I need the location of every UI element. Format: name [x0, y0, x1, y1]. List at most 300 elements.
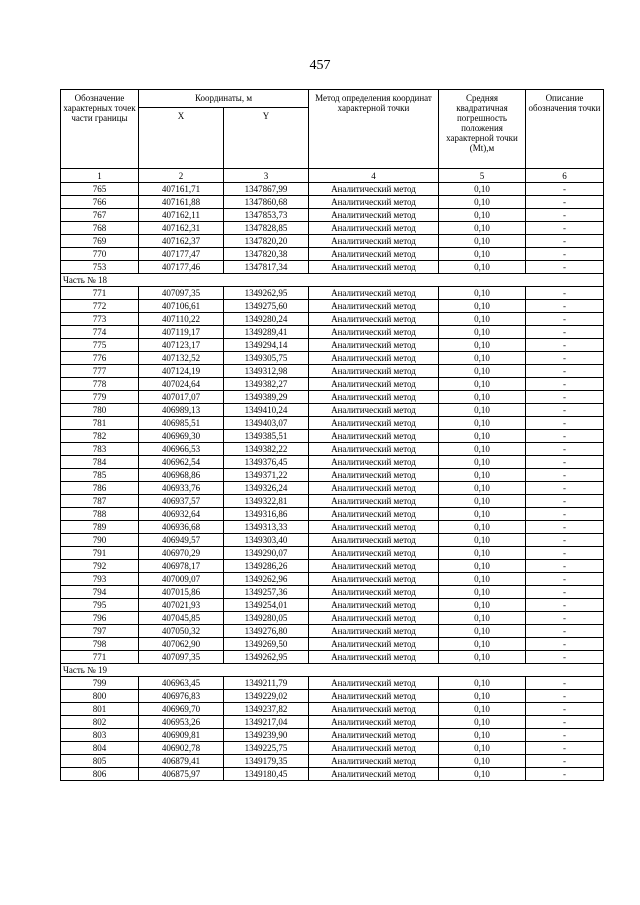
x-coordinate: 406966,53	[139, 443, 224, 456]
y-coordinate: 1349262,95	[224, 287, 309, 300]
y-coordinate: 1349312,98	[224, 365, 309, 378]
accuracy: 0,10	[439, 222, 526, 235]
x-coordinate: 406963,45	[139, 677, 224, 690]
method: Аналитический метод	[309, 326, 439, 339]
method: Аналитический метод	[309, 196, 439, 209]
accuracy: 0,10	[439, 248, 526, 261]
y-coordinate: 1349313,33	[224, 521, 309, 534]
x-coordinate: 406937,57	[139, 495, 224, 508]
point-id: 765	[61, 183, 139, 196]
point-id: 771	[61, 287, 139, 300]
y-coordinate: 1349389,29	[224, 391, 309, 404]
x-coordinate: 407132,52	[139, 352, 224, 365]
x-coordinate: 406969,70	[139, 703, 224, 716]
point-id: 781	[61, 417, 139, 430]
method: Аналитический метод	[309, 742, 439, 755]
y-coordinate: 1349217,04	[224, 716, 309, 729]
accuracy: 0,10	[439, 612, 526, 625]
table-row	[61, 742, 604, 755]
method: Аналитический метод	[309, 651, 439, 664]
method: Аналитический метод	[309, 300, 439, 313]
accuracy: 0,10	[439, 313, 526, 326]
y-coordinate: 1347828,85	[224, 222, 309, 235]
description: -	[526, 209, 604, 222]
table-row	[61, 352, 604, 365]
accuracy: 0,10	[439, 404, 526, 417]
y-coordinate: 1349275,60	[224, 300, 309, 313]
y-coordinate: 1349280,05	[224, 612, 309, 625]
accuracy: 0,10	[439, 365, 526, 378]
x-coordinate: 406962,54	[139, 456, 224, 469]
table-row	[61, 261, 604, 274]
method: Аналитический метод	[309, 755, 439, 768]
table-row	[61, 378, 604, 391]
point-id: 799	[61, 677, 139, 690]
description: -	[526, 326, 604, 339]
accuracy: 0,10	[439, 443, 526, 456]
table-row	[61, 183, 604, 196]
accuracy: 0,10	[439, 573, 526, 586]
point-id: 806	[61, 768, 139, 781]
point-id: 777	[61, 365, 139, 378]
column-number: 2	[139, 169, 224, 183]
y-coordinate: 1349179,35	[224, 755, 309, 768]
accuracy: 0,10	[439, 495, 526, 508]
method: Аналитический метод	[309, 391, 439, 404]
accuracy: 0,10	[439, 690, 526, 703]
y-coordinate: 1349269,50	[224, 638, 309, 651]
table-row	[61, 209, 604, 222]
description: -	[526, 521, 604, 534]
point-id: 788	[61, 508, 139, 521]
part-header-row	[61, 664, 604, 677]
x-coordinate: 407017,07	[139, 391, 224, 404]
description: -	[526, 716, 604, 729]
description: -	[526, 547, 604, 560]
table-row	[61, 326, 604, 339]
x-coordinate: 407097,35	[139, 287, 224, 300]
accuracy: 0,10	[439, 768, 526, 781]
accuracy: 0,10	[439, 326, 526, 339]
description: -	[526, 365, 604, 378]
y-coordinate: 1349280,24	[224, 313, 309, 326]
x-coordinate: 406985,51	[139, 417, 224, 430]
x-coordinate: 406936,68	[139, 521, 224, 534]
method: Аналитический метод	[309, 378, 439, 391]
description: -	[526, 469, 604, 482]
method: Аналитический метод	[309, 261, 439, 274]
method: Аналитический метод	[309, 586, 439, 599]
accuracy: 0,10	[439, 469, 526, 482]
point-id: 805	[61, 755, 139, 768]
method: Аналитический метод	[309, 638, 439, 651]
table-row	[61, 651, 604, 664]
accuracy: 0,10	[439, 287, 526, 300]
description: -	[526, 196, 604, 209]
table-row	[61, 287, 604, 300]
method: Аналитический метод	[309, 612, 439, 625]
method: Аналитический метод	[309, 508, 439, 521]
header-y: Y	[224, 108, 309, 169]
method: Аналитический метод	[309, 235, 439, 248]
method: Аналитический метод	[309, 521, 439, 534]
accuracy: 0,10	[439, 703, 526, 716]
x-coordinate: 407162,31	[139, 222, 224, 235]
method: Аналитический метод	[309, 625, 439, 638]
point-id: 793	[61, 573, 139, 586]
x-coordinate: 406989,13	[139, 404, 224, 417]
y-coordinate: 1347820,38	[224, 248, 309, 261]
method: Аналитический метод	[309, 534, 439, 547]
y-coordinate: 1349211,79	[224, 677, 309, 690]
method: Аналитический метод	[309, 573, 439, 586]
description: -	[526, 456, 604, 469]
y-coordinate: 1349403,07	[224, 417, 309, 430]
table-row	[61, 586, 604, 599]
header-designation: Обозначение характерных точек части границы	[61, 90, 139, 169]
x-coordinate: 406969,30	[139, 430, 224, 443]
point-id: 769	[61, 235, 139, 248]
y-coordinate: 1349262,96	[224, 573, 309, 586]
method: Аналитический метод	[309, 469, 439, 482]
x-coordinate: 407015,86	[139, 586, 224, 599]
y-coordinate: 1347867,99	[224, 183, 309, 196]
y-coordinate: 1349237,82	[224, 703, 309, 716]
accuracy: 0,10	[439, 482, 526, 495]
method: Аналитический метод	[309, 222, 439, 235]
accuracy: 0,10	[439, 209, 526, 222]
point-id: 775	[61, 339, 139, 352]
accuracy: 0,10	[439, 560, 526, 573]
x-coordinate: 407097,35	[139, 651, 224, 664]
accuracy: 0,10	[439, 456, 526, 469]
y-coordinate: 1349180,45	[224, 768, 309, 781]
y-coordinate: 1349294,14	[224, 339, 309, 352]
table-row	[61, 313, 604, 326]
description: -	[526, 599, 604, 612]
method: Аналитический метод	[309, 677, 439, 690]
description: -	[526, 508, 604, 521]
table-row	[61, 430, 604, 443]
description: -	[526, 443, 604, 456]
description: -	[526, 391, 604, 404]
description: -	[526, 651, 604, 664]
accuracy: 0,10	[439, 339, 526, 352]
description: -	[526, 235, 604, 248]
x-coordinate: 407119,17	[139, 326, 224, 339]
y-coordinate: 1349303,40	[224, 534, 309, 547]
point-id: 776	[61, 352, 139, 365]
x-coordinate: 407106,61	[139, 300, 224, 313]
y-coordinate: 1349305,75	[224, 352, 309, 365]
accuracy: 0,10	[439, 521, 526, 534]
table-row	[61, 248, 604, 261]
description: -	[526, 768, 604, 781]
description: -	[526, 690, 604, 703]
method: Аналитический метод	[309, 248, 439, 261]
y-coordinate: 1349289,41	[224, 326, 309, 339]
x-coordinate: 407161,88	[139, 196, 224, 209]
y-coordinate: 1349376,45	[224, 456, 309, 469]
description: -	[526, 248, 604, 261]
point-id: 782	[61, 430, 139, 443]
accuracy: 0,10	[439, 625, 526, 638]
x-coordinate: 407162,11	[139, 209, 224, 222]
description: -	[526, 378, 604, 391]
x-coordinate: 407110,22	[139, 313, 224, 326]
y-coordinate: 1349290,07	[224, 547, 309, 560]
method: Аналитический метод	[309, 599, 439, 612]
table-row	[61, 560, 604, 573]
x-coordinate: 407045,85	[139, 612, 224, 625]
x-coordinate: 407124,19	[139, 365, 224, 378]
x-coordinate: 406949,57	[139, 534, 224, 547]
coordinates-table	[60, 89, 604, 781]
y-coordinate: 1347860,68	[224, 196, 309, 209]
description: -	[526, 417, 604, 430]
point-id: 785	[61, 469, 139, 482]
y-coordinate: 1349254,01	[224, 599, 309, 612]
accuracy: 0,10	[439, 261, 526, 274]
accuracy: 0,10	[439, 729, 526, 742]
description: -	[526, 612, 604, 625]
description: -	[526, 703, 604, 716]
y-coordinate: 1349229,02	[224, 690, 309, 703]
y-coordinate: 1349262,95	[224, 651, 309, 664]
description: -	[526, 625, 604, 638]
header-coordinates: Координаты, м	[139, 90, 309, 108]
x-coordinate: 406875,97	[139, 768, 224, 781]
table-row	[61, 196, 604, 209]
table-body	[61, 183, 604, 781]
method: Аналитический метод	[309, 443, 439, 456]
x-coordinate: 406909,81	[139, 729, 224, 742]
accuracy: 0,10	[439, 417, 526, 430]
y-coordinate: 1349286,26	[224, 560, 309, 573]
point-id: 767	[61, 209, 139, 222]
method: Аналитический метод	[309, 365, 439, 378]
method: Аналитический метод	[309, 560, 439, 573]
description: -	[526, 573, 604, 586]
x-coordinate: 406970,29	[139, 547, 224, 560]
description: -	[526, 742, 604, 755]
x-coordinate: 406968,86	[139, 469, 224, 482]
accuracy: 0,10	[439, 599, 526, 612]
point-id: 778	[61, 378, 139, 391]
description: -	[526, 300, 604, 313]
accuracy: 0,10	[439, 586, 526, 599]
table-row	[61, 599, 604, 612]
accuracy: 0,10	[439, 651, 526, 664]
description: -	[526, 755, 604, 768]
x-coordinate: 407021,93	[139, 599, 224, 612]
description: -	[526, 352, 604, 365]
table-row	[61, 404, 604, 417]
point-id: 787	[61, 495, 139, 508]
description: -	[526, 729, 604, 742]
table-row	[61, 443, 604, 456]
x-coordinate: 407123,17	[139, 339, 224, 352]
x-coordinate: 407050,32	[139, 625, 224, 638]
accuracy: 0,10	[439, 716, 526, 729]
description: -	[526, 560, 604, 573]
point-id: 766	[61, 196, 139, 209]
column-number: 4	[309, 169, 439, 183]
point-id: 774	[61, 326, 139, 339]
table-row	[61, 235, 604, 248]
point-id: 786	[61, 482, 139, 495]
description: -	[526, 495, 604, 508]
description: -	[526, 261, 604, 274]
y-coordinate: 1349385,51	[224, 430, 309, 443]
x-coordinate: 407162,37	[139, 235, 224, 248]
y-coordinate: 1349257,36	[224, 586, 309, 599]
x-coordinate: 406932,64	[139, 508, 224, 521]
point-id: 780	[61, 404, 139, 417]
x-coordinate: 406879,41	[139, 755, 224, 768]
y-coordinate: 1349410,24	[224, 404, 309, 417]
part-label: Часть № 19	[61, 664, 604, 677]
point-id: 797	[61, 625, 139, 638]
part-label: Часть № 18	[61, 274, 604, 287]
table-row	[61, 482, 604, 495]
column-number: 3	[224, 169, 309, 183]
table-row	[61, 573, 604, 586]
method: Аналитический метод	[309, 456, 439, 469]
page-number: 457	[309, 58, 331, 73]
accuracy: 0,10	[439, 677, 526, 690]
y-coordinate: 1347820,20	[224, 235, 309, 248]
table-row	[61, 690, 604, 703]
table-row	[61, 534, 604, 547]
point-id: 804	[61, 742, 139, 755]
y-coordinate: 1349316,86	[224, 508, 309, 521]
method: Аналитический метод	[309, 183, 439, 196]
method: Аналитический метод	[309, 729, 439, 742]
header-accuracy: Средняя квадратичная погрешность положения характерной точки (Mt),м	[439, 90, 526, 169]
method: Аналитический метод	[309, 287, 439, 300]
table-row	[61, 508, 604, 521]
accuracy: 0,10	[439, 755, 526, 768]
x-coordinate: 407062,90	[139, 638, 224, 651]
y-coordinate: 1349276,80	[224, 625, 309, 638]
table-row	[61, 300, 604, 313]
point-id: 795	[61, 599, 139, 612]
point-id: 790	[61, 534, 139, 547]
description: -	[526, 482, 604, 495]
method: Аналитический метод	[309, 417, 439, 430]
table-row	[61, 417, 604, 430]
method: Аналитический метод	[309, 404, 439, 417]
table-row	[61, 391, 604, 404]
x-coordinate: 406978,17	[139, 560, 224, 573]
accuracy: 0,10	[439, 378, 526, 391]
description: -	[526, 638, 604, 651]
y-coordinate: 1349322,81	[224, 495, 309, 508]
description: -	[526, 586, 604, 599]
point-id: 789	[61, 521, 139, 534]
description: -	[526, 222, 604, 235]
table-row	[61, 495, 604, 508]
y-coordinate: 1349225,75	[224, 742, 309, 755]
table-row	[61, 521, 604, 534]
method: Аналитический метод	[309, 209, 439, 222]
y-coordinate: 1349371,22	[224, 469, 309, 482]
point-id: 800	[61, 690, 139, 703]
y-coordinate: 1347853,73	[224, 209, 309, 222]
description: -	[526, 430, 604, 443]
method: Аналитический метод	[309, 352, 439, 365]
method: Аналитический метод	[309, 495, 439, 508]
method: Аналитический метод	[309, 313, 439, 326]
accuracy: 0,10	[439, 534, 526, 547]
method: Аналитический метод	[309, 482, 439, 495]
table-row	[61, 703, 604, 716]
point-id: 794	[61, 586, 139, 599]
header-x: X	[139, 108, 224, 169]
table-row	[61, 625, 604, 638]
point-id: 791	[61, 547, 139, 560]
description: -	[526, 313, 604, 326]
method: Аналитический метод	[309, 339, 439, 352]
column-number: 5	[439, 169, 526, 183]
accuracy: 0,10	[439, 508, 526, 521]
method: Аналитический метод	[309, 703, 439, 716]
method: Аналитический метод	[309, 768, 439, 781]
method: Аналитический метод	[309, 430, 439, 443]
accuracy: 0,10	[439, 300, 526, 313]
accuracy: 0,10	[439, 638, 526, 651]
accuracy: 0,10	[439, 547, 526, 560]
x-coordinate: 406953,26	[139, 716, 224, 729]
accuracy: 0,10	[439, 196, 526, 209]
header-method: Метод определения координат характерной точки	[309, 90, 439, 169]
table-row	[61, 365, 604, 378]
table-row	[61, 677, 604, 690]
point-id: 792	[61, 560, 139, 573]
point-id: 771	[61, 651, 139, 664]
method: Аналитический метод	[309, 547, 439, 560]
table-row	[61, 729, 604, 742]
accuracy: 0,10	[439, 391, 526, 404]
point-id: 783	[61, 443, 139, 456]
table-row	[61, 469, 604, 482]
table-row	[61, 768, 604, 781]
accuracy: 0,10	[439, 742, 526, 755]
description: -	[526, 404, 604, 417]
x-coordinate: 407009,07	[139, 573, 224, 586]
column-number: 6	[526, 169, 604, 183]
description: -	[526, 339, 604, 352]
description: -	[526, 534, 604, 547]
point-id: 801	[61, 703, 139, 716]
point-id: 784	[61, 456, 139, 469]
point-id: 779	[61, 391, 139, 404]
part-header-row	[61, 274, 604, 287]
point-id: 768	[61, 222, 139, 235]
point-id: 803	[61, 729, 139, 742]
table-row	[61, 547, 604, 560]
table-row	[61, 456, 604, 469]
table-row	[61, 638, 604, 651]
table-row	[61, 339, 604, 352]
description: -	[526, 183, 604, 196]
point-id: 802	[61, 716, 139, 729]
x-coordinate: 406902,78	[139, 742, 224, 755]
x-coordinate: 407161,71	[139, 183, 224, 196]
y-coordinate: 1349239,90	[224, 729, 309, 742]
x-coordinate: 406933,76	[139, 482, 224, 495]
